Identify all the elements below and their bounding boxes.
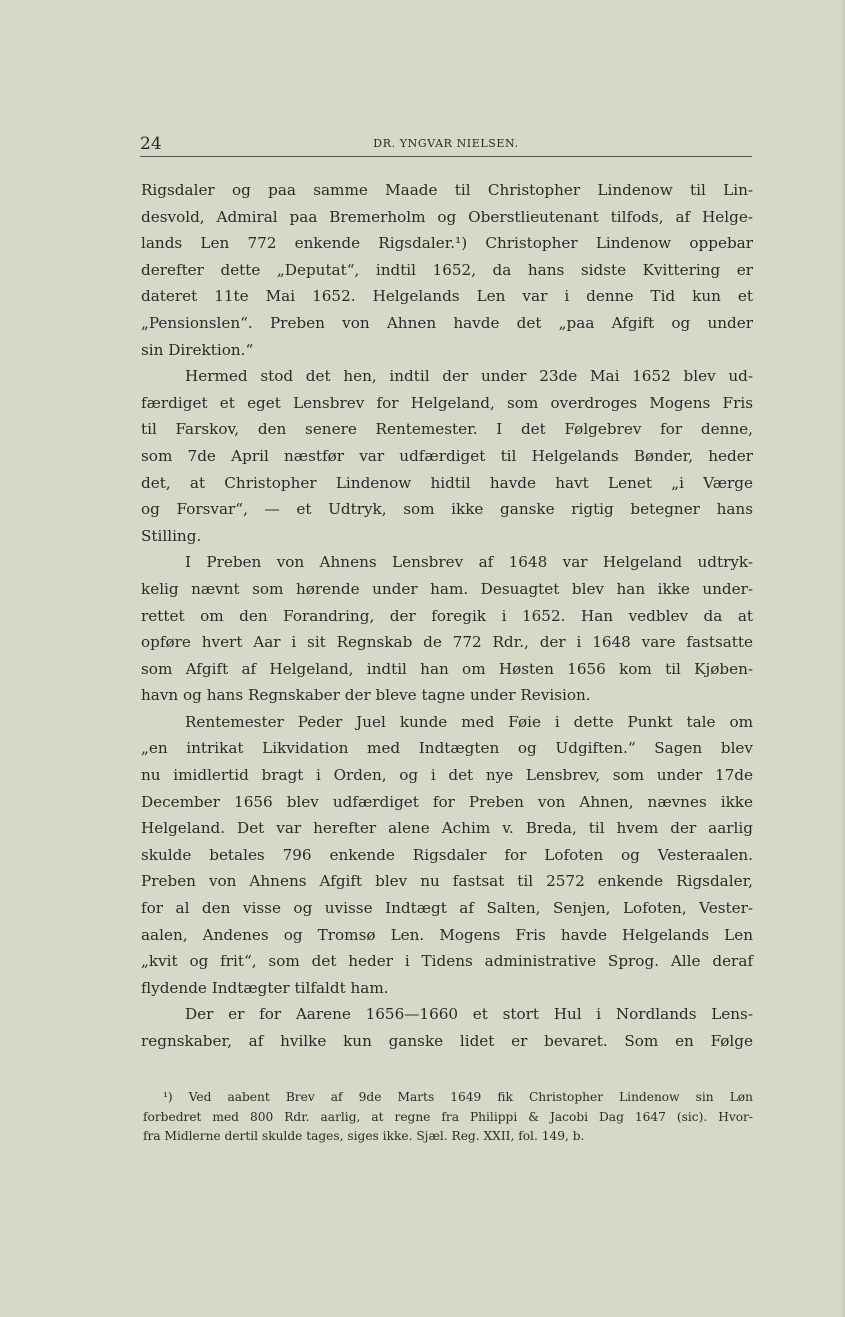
text-line: aalen, Andenes og Tromsø Len. Mogens Fris havde Helgelands Len (141, 925, 753, 944)
text-line: færdiget et eget Lensbrev for Helgeland, som overdroges Mogens Fris (141, 393, 753, 412)
text-line: „kvit og frit“, som det heder i Tidens administrative Sprog. Alle deraf (141, 952, 753, 971)
footnote-line: ¹) Ved aabent Brev af 9de Marts 1649 fik Christopher Lindenow sin Løn (163, 1090, 753, 1104)
text-line: som 7de April næstfør var udfærdiget til Helgelands Bønder, heder (141, 446, 753, 465)
text-line: skulde betales 796 enkende Rigsdaler for Lofoten og Vesteraalen. (141, 845, 753, 864)
text-line: December 1656 blev udfærdiget for Preben von Ahnen, nævnes ikke (141, 792, 753, 811)
text-line: regnskaber, af hvilke kun ganske lidet er bevaret. Som en Følge (141, 1032, 753, 1050)
text-line: Preben von Ahnens Afgift blev nu fastsat til 2572 enkende Rigsdaler, (141, 872, 753, 891)
footnotes (143, 1088, 753, 1147)
text-line: Rentemester Peder Juel kunde med Føie i dette Punkt tale om (185, 712, 753, 731)
text-line: desvold, Admiral paa Bremerholm og Oberstlieutenant tilfods, af Helge- (141, 207, 753, 226)
text-line: dateret 11te Mai 1652. Helgelands Len var i denne Tid kun et (141, 287, 753, 306)
text-line: havn og hans Regnskaber der bleve tagne under Revision. (141, 686, 591, 705)
text-line: til Farskov, den senere Rentemester. I det Følgebrev for denne, (141, 420, 753, 439)
text-line: for al den visse og uvisse Indtægt af Salten, Senjen, Lofoten, Vester- (141, 899, 753, 918)
text-line: kelig nævnt som hørende under ham. Desuagtet blev han ikke under- (141, 579, 753, 598)
text-line: Rigsdaler og paa samme Maade til Christopher Lindenow til Lin- (141, 181, 753, 199)
text-line: og Forsvar“, — et Udtryk, som ikke ganske rigtig betegner hans (141, 500, 753, 519)
text-line: Hermed stod det hen, indtil der under 23de Mai 1652 blev ud- (185, 367, 753, 386)
page-number: 24 (140, 134, 162, 154)
text-line: som Afgift af Helgeland, indtil han om Høsten 1656 kom til Kjøben- (141, 659, 753, 678)
text-line: det, at Christopher Lindenow hidtil havde havt Lenet „i Værge (141, 473, 753, 492)
footnote-line: forbedret med 800 Rdr. aarlig, at regne fra Philippi & Jacobi Dag 1647 (sic). Hvor- (143, 1109, 753, 1124)
text-line: flydende Indtægter tilfaldt ham. (141, 978, 389, 997)
text-line: derefter dette „Deputat“, indtil 1652, da hans sidste Kvittering er (141, 260, 753, 279)
text-line: „en intrikat Likvidation med Indtægten og Udgiften.“ Sagen blev (141, 739, 753, 758)
page-header (140, 134, 752, 157)
text-line: opføre hvert Aar i sit Regnskab de 772 Rdr., der i 1648 vare fastsatte (141, 633, 753, 652)
text-line: rettet om den Forandring, der foregik i 1652. Han vedblev da at (141, 606, 753, 625)
page-edge-shadow (841, 0, 845, 1317)
text-line: nu imidlertid bragt i Orden, og i det nye Lensbrev, som under 17de (141, 766, 753, 785)
body-text (141, 177, 753, 1055)
text-line: I Preben von Ahnens Lensbrev af 1648 var Helgeland udtryk- (185, 553, 753, 572)
text-line: sin Direktion.“ (141, 340, 254, 359)
text-line: Stilling. (141, 526, 202, 545)
running-head: DR. YNGVAR NIELSEN. (373, 137, 519, 150)
text-line: Helgeland. Det var herefter alene Achim v. Breda, til hvem der aarlig (141, 819, 753, 838)
text-line: lands Len 772 enkende Rigsdaler.¹) Christopher Lindenow oppebar (141, 234, 753, 253)
footnote-line: fra Midlerne dertil skulde tages, siges ikke. Sjæl. Reg. XXII, fol. 149, b. (143, 1129, 585, 1143)
text-line: „Pensionslen“. Preben von Ahnen havde det „paa Afgift og under (141, 313, 753, 332)
text-line: Der er for Aarene 1656—1660 et stort Hul i Nordlands Lens- (185, 1005, 753, 1024)
